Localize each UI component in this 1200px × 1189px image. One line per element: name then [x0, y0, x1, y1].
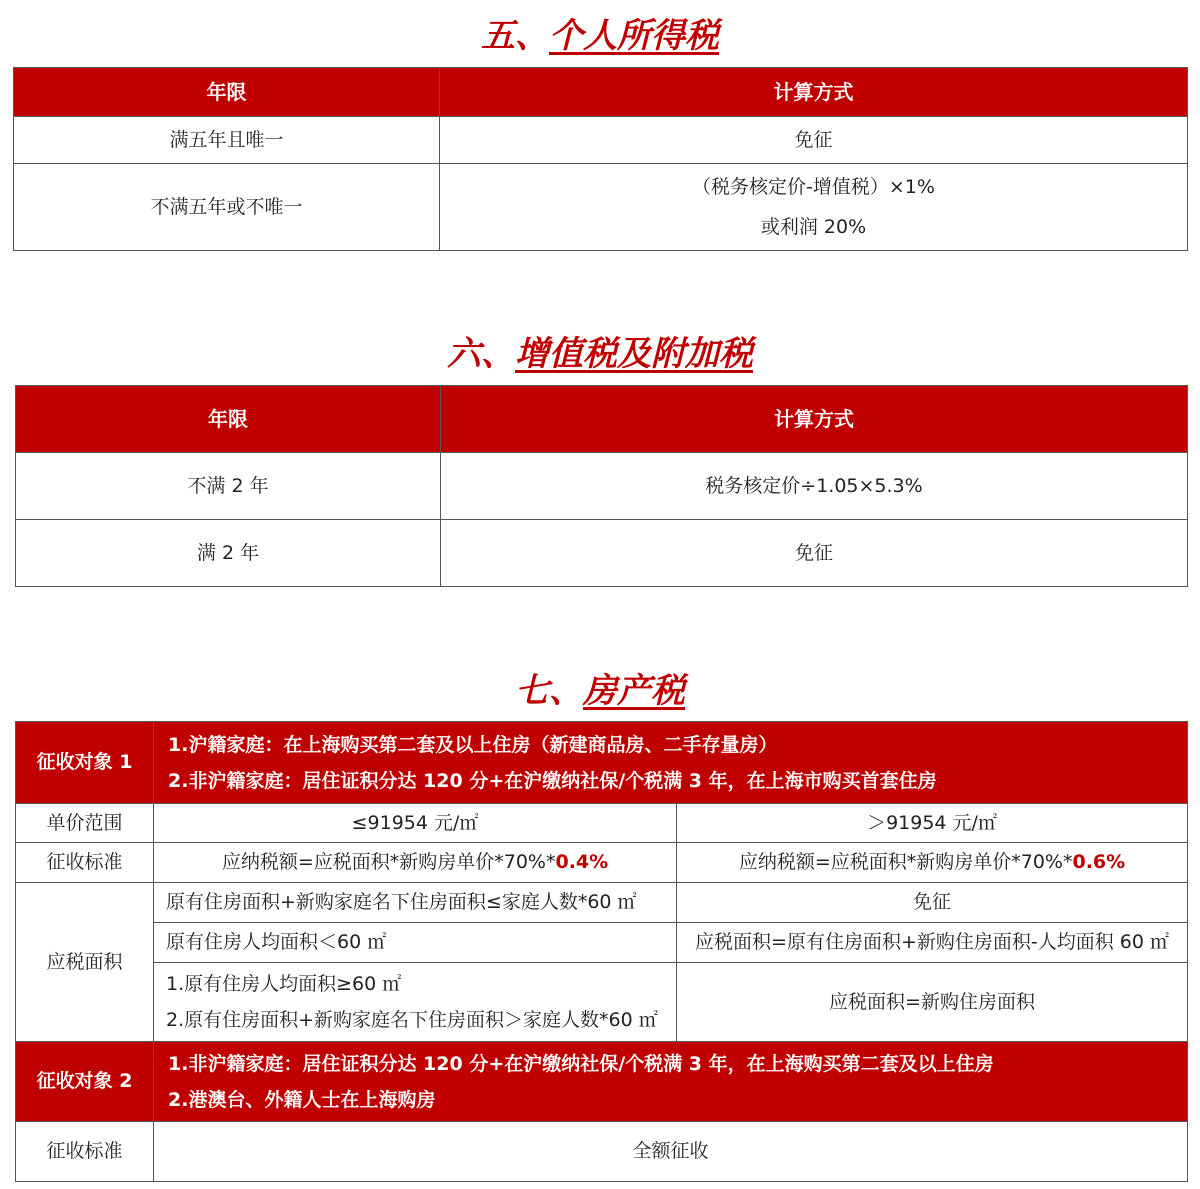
- table-row: [16, 843, 1188, 883]
- taxable-condition: [154, 963, 677, 1042]
- years-cell: 满五年且唯一: [14, 117, 440, 164]
- method-cell: 免征: [441, 520, 1188, 587]
- table-header-method: 计算方式: [440, 68, 1188, 117]
- section7-title-main: 房产税: [583, 671, 685, 711]
- target1-content: [154, 722, 1188, 804]
- standard-high-text: 应纳税额=应税面积*新购房单价*70%*: [738, 851, 1073, 874]
- method-line: 或利润 20%: [760, 216, 867, 238]
- target2-row: [16, 1042, 1188, 1122]
- table-row: [16, 883, 1188, 923]
- section7-table: [15, 721, 1188, 1182]
- table-header-years: 年限: [14, 68, 440, 117]
- target2-label: 征收对象 2: [16, 1042, 154, 1122]
- taxable-result: 应税面积=新购住房面积: [677, 963, 1188, 1042]
- method-cell: 免征: [440, 117, 1188, 164]
- table-row: [16, 804, 1188, 843]
- target1-line: 2.非沪籍家庭：居住证积分达 120 分+在沪缴纳社保/个税满 3 年，在上海市购买首套住房: [168, 769, 937, 792]
- standard-low-rate: 0.4%: [555, 851, 609, 874]
- section5-title-prefix: 五、: [481, 16, 549, 56]
- section7-title-prefix: 七、: [515, 671, 583, 711]
- table-row: [14, 164, 1188, 251]
- table-row: [16, 453, 1188, 520]
- years-cell: 不满五年或不唯一: [14, 164, 440, 251]
- unit-price-high: ＞91954 元/㎡: [677, 804, 1188, 843]
- years-cell: 不满 2 年: [16, 453, 441, 520]
- section7-title: [0, 669, 1200, 713]
- method-cell: 税务核定价÷1.05×5.3%: [441, 453, 1188, 520]
- taxable-condition-line: 1.原有住房人均面积≥60 ㎡: [166, 973, 402, 995]
- taxable-result: 应税面积=原有住房面积+新购住房面积-人均面积 60 ㎡: [677, 923, 1188, 963]
- table-row: [16, 923, 1188, 963]
- unit-price-low: ≤91954 元/㎡: [154, 804, 677, 843]
- target2-line: 2.港澳台、外籍人士在上海购房: [168, 1088, 436, 1111]
- taxable-condition: 原有住房人均面积＜60 ㎡: [154, 923, 677, 963]
- standard-low: [154, 843, 677, 883]
- table-header-method: 计算方式: [441, 386, 1188, 453]
- years-cell: 满 2 年: [16, 520, 441, 587]
- standard-high-rate: 0.6%: [1072, 851, 1126, 874]
- unit-price-label: 单价范围: [16, 804, 154, 843]
- standard-high: [677, 843, 1188, 883]
- table-header-years: 年限: [16, 386, 441, 453]
- section5-title: [0, 14, 1200, 58]
- target1-row: [16, 722, 1188, 804]
- target1-line: 1.沪籍家庭：在上海购买第二套及以上住房（新建商品房、二手存量房）: [168, 733, 778, 756]
- standard-low-text: 应纳税额=应税面积*新购房单价*70%*: [221, 851, 556, 874]
- taxable-condition: 原有住房面积+新购家庭名下住房面积≤家庭人数*60 ㎡: [154, 883, 677, 923]
- section5-title-main: 个人所得税: [549, 16, 719, 56]
- section6-title-prefix: 六、: [447, 334, 515, 374]
- section6-title-main: 增值税及附加税: [515, 334, 753, 374]
- standard2-value: 全额征收: [154, 1122, 1188, 1182]
- method-cell: [440, 164, 1188, 251]
- target2-content: [154, 1042, 1188, 1122]
- target2-line: 1.非沪籍家庭：居住证积分达 120 分+在沪缴纳社保/个税满 3 年，在上海购买第二套及以上住房: [168, 1052, 994, 1075]
- standard-label: 征收标准: [16, 843, 154, 883]
- table-row: [14, 117, 1188, 164]
- table-row: [16, 520, 1188, 587]
- table-row: [16, 963, 1188, 1042]
- section5-table: [13, 67, 1188, 251]
- method-line: （税务核定价-增值税）×1%: [692, 176, 935, 198]
- standard2-label: 征收标准: [16, 1122, 154, 1182]
- section6-title: [0, 332, 1200, 376]
- taxable-area-label: 应税面积: [16, 883, 154, 1042]
- taxable-condition-line: 2.原有住房面积+新购家庭名下住房面积＞家庭人数*60 ㎡: [166, 1009, 658, 1031]
- target1-label: 征收对象 1: [16, 722, 154, 804]
- table-row: [16, 1122, 1188, 1182]
- section6-table: [15, 385, 1188, 587]
- taxable-result: 免征: [677, 883, 1188, 923]
